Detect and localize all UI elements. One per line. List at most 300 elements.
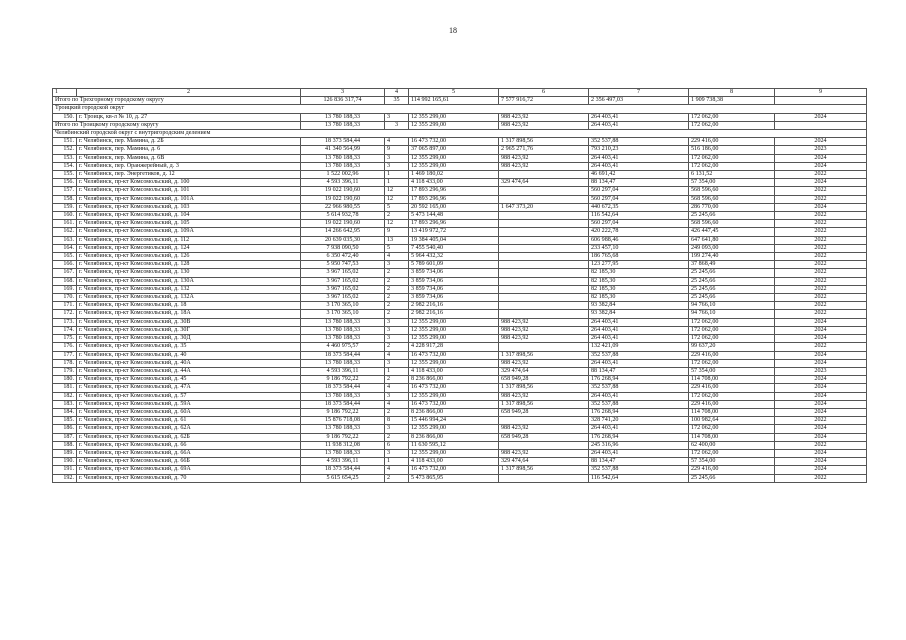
column-number-cell: 9	[775, 89, 867, 97]
value-cell: 2024	[775, 408, 867, 416]
address-cell: г. Челябинск, пр-кт Комсомольский, д. 103	[77, 203, 301, 211]
value-cell: 16 473 732,00	[409, 351, 499, 359]
value-cell: 18 373 584,44	[301, 400, 385, 408]
value-cell: 229 416,00	[689, 400, 775, 408]
value-cell: 82 185,30	[589, 285, 689, 293]
value-cell: 1	[385, 458, 409, 466]
table-row	[53, 236, 867, 244]
value-cell: 13 780 188,33	[301, 318, 385, 326]
value-cell: 2022	[775, 244, 867, 252]
row-number: 187.	[53, 433, 77, 441]
row-number: 167.	[53, 269, 77, 277]
value-cell: 5 473 144,48	[409, 212, 499, 220]
value-cell: 2024	[775, 113, 867, 121]
value-cell: 1 317 898,56	[499, 400, 589, 408]
column-number-cell: 4	[385, 89, 409, 97]
value-cell: 172 062,00	[689, 392, 775, 400]
table-row	[53, 392, 867, 400]
value-cell: 25 245,66	[689, 277, 775, 285]
table-row	[53, 277, 867, 285]
value-cell: 82 185,30	[589, 277, 689, 285]
value-cell: 2024	[775, 458, 867, 466]
value-cell: 11 938 312,08	[301, 441, 385, 449]
value-cell: 46 691,42	[589, 171, 689, 179]
value-cell: 12 355 299,00	[409, 326, 499, 334]
value-cell: 172 062,00	[689, 162, 775, 170]
summary-label: Итого по Троицкому городскому округу	[53, 121, 301, 129]
value-cell: 988 423,92	[499, 449, 589, 457]
row-number: 169.	[53, 285, 77, 293]
row-number: 177.	[53, 351, 77, 359]
value-cell	[499, 294, 589, 302]
value-cell: 12 355 299,00	[409, 154, 499, 162]
row-number: 157.	[53, 187, 77, 195]
value-cell: 5 950 747,53	[301, 261, 385, 269]
value-cell: 5 789 601,09	[409, 261, 499, 269]
value-cell: 8	[385, 417, 409, 425]
value-cell	[499, 285, 589, 293]
summary-row	[53, 97, 867, 105]
value-cell: 2024	[775, 400, 867, 408]
value-cell: 2022	[775, 441, 867, 449]
value-cell	[499, 261, 589, 269]
value-cell: 2	[385, 285, 409, 293]
table-row	[53, 244, 867, 252]
row-number: 182.	[53, 392, 77, 400]
row-number: 190.	[53, 458, 77, 466]
value-cell: 172 062,00	[689, 154, 775, 162]
value-cell: 568 596,60	[689, 195, 775, 203]
value-cell: 3 170 365,10	[301, 302, 385, 310]
value-cell: 2024	[775, 359, 867, 367]
value-cell: 3	[385, 154, 409, 162]
value-cell: 176 268,94	[589, 376, 689, 384]
value-cell: 16 473 732,00	[409, 466, 499, 474]
value-cell: 249 093,00	[689, 244, 775, 252]
value-cell: 16 473 732,00	[409, 400, 499, 408]
value-cell: 229 416,00	[689, 351, 775, 359]
section-row	[53, 105, 867, 113]
value-cell: 186 765,68	[589, 253, 689, 261]
column-number-cell: 8	[689, 89, 775, 97]
address-cell: г. Челябинск, пр-кт Комсомольский, д. 128	[77, 261, 301, 269]
value-cell: 2024	[775, 433, 867, 441]
value-cell: 352 537,88	[589, 351, 689, 359]
address-cell: г. Челябинск, пр-кт Комсомольский, д. 59А	[77, 400, 301, 408]
value-cell: 329 474,64	[499, 367, 589, 375]
value-cell: 5 614 932,78	[301, 212, 385, 220]
value-cell: 2022	[775, 171, 867, 179]
column-number-row	[53, 89, 867, 97]
address-cell: г. Челябинск, пр-кт Комсомольский, д. 105	[77, 220, 301, 228]
address-cell: г. Челябинск, пр-кт Комсомольский, д. 62Б	[77, 433, 301, 441]
value-cell: 647 641,80	[689, 236, 775, 244]
table-row	[53, 212, 867, 220]
value-cell: 2024	[775, 384, 867, 392]
value-cell: 606 988,46	[589, 236, 689, 244]
value-cell: 4	[385, 351, 409, 359]
value-cell: 2	[385, 269, 409, 277]
address-cell: г. Челябинск, пр-кт Комсомольский, д. 30В	[77, 318, 301, 326]
value-cell: 3 859 734,06	[409, 277, 499, 285]
value-cell: 12 355 299,00	[409, 359, 499, 367]
value-cell: 41 340 564,99	[301, 146, 385, 154]
objects-table	[52, 88, 867, 483]
value-cell: 2024	[775, 138, 867, 146]
address-cell: г. Челябинск, пр-кт Комсомольский, д. 40	[77, 351, 301, 359]
value-cell: 13 780 188,33	[301, 392, 385, 400]
value-cell: 440 672,35	[589, 203, 689, 211]
value-cell: 264 403,41	[589, 449, 689, 457]
value-cell: 12 355 299,00	[409, 449, 499, 457]
summary-cell: 3	[385, 121, 409, 129]
address-cell: г. Челябинск, пер. Энергетиков, д. 12	[77, 171, 301, 179]
value-cell: 2	[385, 310, 409, 318]
row-number: 178.	[53, 359, 77, 367]
value-cell: 2024	[775, 425, 867, 433]
table-row	[53, 343, 867, 351]
value-cell: 352 537,88	[589, 384, 689, 392]
value-cell: 5 964 432,32	[409, 253, 499, 261]
row-number: 180.	[53, 376, 77, 384]
summary-cell: 172 062,00	[689, 121, 775, 129]
value-cell: 2023	[775, 367, 867, 375]
value-cell	[499, 343, 589, 351]
value-cell	[499, 195, 589, 203]
value-cell: 3	[385, 113, 409, 121]
value-cell: 1 317 898,56	[499, 351, 589, 359]
value-cell: 2022	[775, 187, 867, 195]
value-cell: 132 421,09	[589, 343, 689, 351]
value-cell: 3 859 734,06	[409, 285, 499, 293]
table-row	[53, 179, 867, 187]
table-row	[53, 466, 867, 474]
value-cell	[499, 302, 589, 310]
table-row	[53, 474, 867, 482]
value-cell: 8 236 866,00	[409, 433, 499, 441]
row-number: 165.	[53, 253, 77, 261]
value-cell: 420 222,78	[589, 228, 689, 236]
value-cell: 3	[385, 449, 409, 457]
column-number-cell: 1	[53, 89, 77, 97]
row-number: 151.	[53, 138, 77, 146]
table-row	[53, 367, 867, 375]
address-cell: г. Челябинск, пер. Оранжерейный, д. 3	[77, 162, 301, 170]
value-cell: 172 062,00	[689, 335, 775, 343]
row-number: 189.	[53, 449, 77, 457]
value-cell: 4	[385, 384, 409, 392]
value-cell: 15 876 718,08	[301, 417, 385, 425]
value-cell: 12	[385, 220, 409, 228]
value-cell: 2022	[775, 261, 867, 269]
table-row	[53, 203, 867, 211]
value-cell: 1 647 373,20	[499, 203, 589, 211]
column-number-cell: 6	[499, 89, 589, 97]
value-cell: 57 354,00	[689, 367, 775, 375]
value-cell: 2022	[775, 285, 867, 293]
row-number: 168.	[53, 277, 77, 285]
value-cell	[499, 244, 589, 252]
value-cell: 13 780 188,33	[301, 326, 385, 334]
row-number: 174.	[53, 326, 77, 334]
table-row	[53, 195, 867, 203]
table-row	[53, 294, 867, 302]
table-row	[53, 449, 867, 457]
value-cell: 4 118 433,00	[409, 179, 499, 187]
address-cell: г. Челябинск, пр-кт Комсомольский, д. 44А	[77, 367, 301, 375]
value-cell: 264 403,41	[589, 335, 689, 343]
value-cell: 16 473 732,00	[409, 138, 499, 146]
value-cell: 3	[385, 326, 409, 334]
summary-cell: 13 780 188,33	[301, 121, 385, 129]
value-cell: 22 966 980,55	[301, 203, 385, 211]
value-cell: 7 938 090,50	[301, 244, 385, 252]
row-number: 183.	[53, 400, 77, 408]
value-cell: 2022	[775, 277, 867, 285]
value-cell: 2	[385, 343, 409, 351]
summary-cell: 35	[385, 97, 409, 105]
value-cell: 82 185,30	[589, 269, 689, 277]
value-cell: 2022	[775, 236, 867, 244]
column-number-cell: 5	[409, 89, 499, 97]
value-cell: 2024	[775, 335, 867, 343]
value-cell: 2	[385, 408, 409, 416]
value-cell: 172 062,00	[689, 326, 775, 334]
value-cell	[499, 417, 589, 425]
table-row	[53, 326, 867, 334]
value-cell: 114 708,00	[689, 433, 775, 441]
value-cell: 988 423,92	[499, 359, 589, 367]
value-cell: 18 373 584,44	[301, 384, 385, 392]
value-cell: 9 186 792,22	[301, 376, 385, 384]
value-cell: 123 277,95	[589, 261, 689, 269]
value-cell: 12 355 299,00	[409, 425, 499, 433]
value-cell: 3	[385, 392, 409, 400]
value-cell: 12	[385, 187, 409, 195]
value-cell: 12	[385, 195, 409, 203]
value-cell: 2024	[775, 449, 867, 457]
value-cell: 15 446 994,24	[409, 417, 499, 425]
value-cell: 172 062,00	[689, 449, 775, 457]
value-cell: 93 382,84	[589, 302, 689, 310]
row-number: 162.	[53, 228, 77, 236]
value-cell: 4	[385, 253, 409, 261]
row-number: 164.	[53, 244, 77, 252]
value-cell: 1	[385, 171, 409, 179]
row-number: 179.	[53, 367, 77, 375]
value-cell: 2	[385, 474, 409, 482]
value-cell	[499, 441, 589, 449]
value-cell: 88 134,47	[589, 458, 689, 466]
value-cell	[499, 310, 589, 318]
table-row	[53, 310, 867, 318]
address-cell: г. Челябинск, пр-кт Комсомольский, д. 126	[77, 253, 301, 261]
table-row	[53, 400, 867, 408]
value-cell	[499, 236, 589, 244]
address-cell: г. Челябинск, пр-кт Комсомольский, д. 69А	[77, 466, 301, 474]
address-cell: г. Челябинск, пер. Мамина, д. 6	[77, 146, 301, 154]
value-cell: 13 780 188,33	[301, 154, 385, 162]
value-cell: 264 403,41	[589, 113, 689, 121]
value-cell: 328 741,20	[589, 417, 689, 425]
address-cell: г. Челябинск, пр-кт Комсомольский, д. 101	[77, 187, 301, 195]
value-cell: 12 355 299,00	[409, 335, 499, 343]
value-cell: 2022	[775, 294, 867, 302]
table-row	[53, 425, 867, 433]
value-cell: 18 373 584,44	[301, 351, 385, 359]
value-cell: 2022	[775, 195, 867, 203]
value-cell: 658 949,28	[499, 376, 589, 384]
value-cell	[499, 253, 589, 261]
value-cell: 13	[385, 236, 409, 244]
value-cell: 2024	[775, 376, 867, 384]
value-cell: 12 355 299,00	[409, 162, 499, 170]
value-cell: 176 268,94	[589, 433, 689, 441]
value-cell: 264 403,41	[589, 162, 689, 170]
column-number-cell: 2	[77, 89, 301, 97]
row-number: 158.	[53, 195, 77, 203]
value-cell: 2024	[775, 466, 867, 474]
value-cell: 3 967 165,02	[301, 277, 385, 285]
value-cell: 988 423,92	[499, 335, 589, 343]
summary-cell: 988 423,92	[499, 121, 589, 129]
section-label: Троицкий городской округ	[53, 105, 867, 113]
value-cell: 2	[385, 212, 409, 220]
row-number: 152.	[53, 146, 77, 154]
table-row	[53, 138, 867, 146]
value-cell: 2 982 216,16	[409, 302, 499, 310]
address-cell: г. Челябинск, пр-кт Комсомольский, д. 130	[77, 269, 301, 277]
value-cell: 88 134,47	[589, 367, 689, 375]
address-cell: г. Троицк, кв-л № 10, д. 27	[77, 113, 301, 121]
value-cell: 2024	[775, 351, 867, 359]
row-number: 176.	[53, 343, 77, 351]
value-cell: 5	[385, 203, 409, 211]
value-cell: 229 416,00	[689, 138, 775, 146]
value-cell: 6	[385, 441, 409, 449]
value-cell: 12 355 299,00	[409, 318, 499, 326]
row-number: 191.	[53, 466, 77, 474]
value-cell: 17 893 296,96	[409, 195, 499, 203]
value-cell: 13 419 972,72	[409, 228, 499, 236]
value-cell: 13 780 188,33	[301, 449, 385, 457]
summary-cell: 264 403,41	[589, 121, 689, 129]
value-cell: 264 403,41	[589, 326, 689, 334]
value-cell: 3	[385, 162, 409, 170]
value-cell: 352 537,88	[589, 400, 689, 408]
table-row	[53, 113, 867, 121]
column-number-cell: 3	[301, 89, 385, 97]
value-cell: 25 245,66	[689, 212, 775, 220]
address-cell: г. Челябинск, пр-кт Комсомольский, д. 101А	[77, 195, 301, 203]
page-number: 18	[449, 26, 457, 35]
value-cell: 62 400,00	[689, 441, 775, 449]
value-cell: 233 457,10	[589, 244, 689, 252]
value-cell: 352 537,88	[589, 466, 689, 474]
address-cell: г. Челябинск, пр-кт Комсомольский, д. 112	[77, 236, 301, 244]
value-cell: 100 982,64	[689, 417, 775, 425]
summary-cell: 126 836 317,74	[301, 97, 385, 105]
value-cell: 9	[385, 228, 409, 236]
table-row	[53, 417, 867, 425]
value-cell: 13 780 188,33	[301, 335, 385, 343]
row-number: 184.	[53, 408, 77, 416]
value-cell: 264 403,41	[589, 425, 689, 433]
value-cell: 17 893 296,96	[409, 187, 499, 195]
address-cell: г. Челябинск, пер. Мамина, д. 2Б	[77, 138, 301, 146]
address-cell: г. Челябинск, пер. Мамина, д. 6В	[77, 154, 301, 162]
table-row	[53, 458, 867, 466]
value-cell: 988 423,92	[499, 326, 589, 334]
value-cell: 3 859 734,06	[409, 294, 499, 302]
value-cell: 4 593 396,11	[301, 179, 385, 187]
row-number: 166.	[53, 261, 77, 269]
table-row	[53, 171, 867, 179]
section-row	[53, 130, 867, 138]
table-row	[53, 261, 867, 269]
value-cell: 560 297,04	[589, 195, 689, 203]
value-cell: 172 062,00	[689, 318, 775, 326]
value-cell: 2022	[775, 310, 867, 318]
value-cell: 2022	[775, 253, 867, 261]
table-row	[53, 441, 867, 449]
value-cell: 19 022 190,60	[301, 195, 385, 203]
row-number: 153.	[53, 154, 77, 162]
value-cell: 7 455 540,40	[409, 244, 499, 252]
value-cell	[499, 212, 589, 220]
row-number: 160.	[53, 212, 77, 220]
value-cell: 2022	[775, 474, 867, 482]
table-row	[53, 285, 867, 293]
value-cell: 2022	[775, 302, 867, 310]
address-cell: г. Челябинск, пр-кт Комсомольский, д. 124	[77, 244, 301, 252]
value-cell: 172 062,00	[689, 113, 775, 121]
table-row	[53, 433, 867, 441]
row-number: 192.	[53, 474, 77, 482]
value-cell: 229 416,00	[689, 466, 775, 474]
value-cell: 2024	[775, 318, 867, 326]
summary-cell: 2 356 497,03	[589, 97, 689, 105]
value-cell: 988 423,92	[499, 425, 589, 433]
value-cell: 25 245,66	[689, 285, 775, 293]
value-cell: 18 373 584,44	[301, 466, 385, 474]
value-cell: 11 630 595,12	[409, 441, 499, 449]
address-cell: г. Челябинск, пр-кт Комсомольский, д. 35	[77, 343, 301, 351]
table-row	[53, 146, 867, 154]
value-cell: 88 134,47	[589, 179, 689, 187]
value-cell: 3 859 734,06	[409, 269, 499, 277]
value-cell: 988 423,92	[499, 392, 589, 400]
value-cell: 2022	[775, 228, 867, 236]
value-cell: 2024	[775, 154, 867, 162]
value-cell	[499, 220, 589, 228]
row-number: 188.	[53, 441, 77, 449]
summary-cell: 12 355 299,00	[409, 121, 499, 129]
value-cell: 2	[385, 277, 409, 285]
summary-cell	[775, 97, 867, 105]
value-cell	[499, 269, 589, 277]
value-cell: 793 210,23	[589, 146, 689, 154]
value-cell: 16 473 732,00	[409, 384, 499, 392]
value-cell: 9 186 792,22	[301, 433, 385, 441]
value-cell: 199 274,40	[689, 253, 775, 261]
summary-label: Итого по Трехгорному городскому округу	[53, 97, 301, 105]
value-cell	[499, 474, 589, 482]
value-cell: 3 967 165,02	[301, 285, 385, 293]
value-cell: 1 469 180,02	[409, 171, 499, 179]
address-cell: г. Челябинск, пр-кт Комсомольский, д. 70	[77, 474, 301, 482]
address-cell: г. Челябинск, пр-кт Комсомольский, д. 18А	[77, 310, 301, 318]
